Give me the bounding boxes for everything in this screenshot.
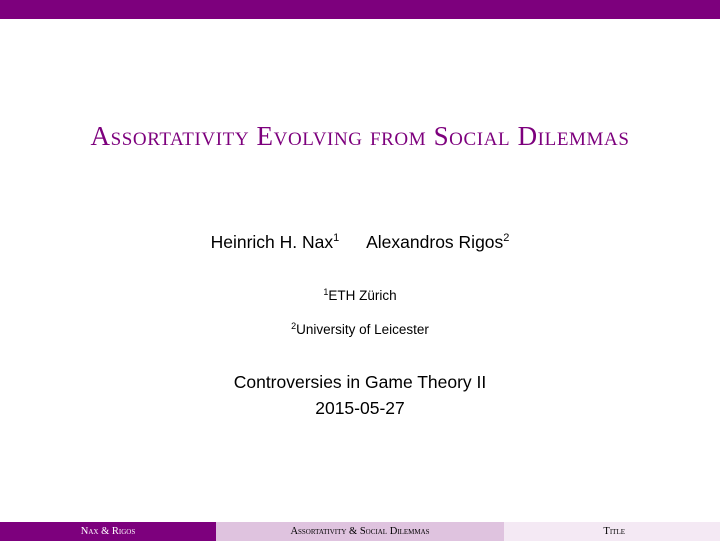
slide-title: Assortativity Evolving from Social Dilemmas <box>90 121 630 151</box>
affiliation-name: University of Leicester <box>296 322 429 337</box>
affiliation-name: ETH Zürich <box>328 288 397 303</box>
footer-section: Title <box>504 522 720 541</box>
event-date: 2015-05-27 <box>315 398 405 418</box>
footer-short-title: Assortativity & Social Dilemmas <box>216 522 504 541</box>
author-nax <box>211 232 340 252</box>
author-name: Heinrich H. Nax <box>210 232 334 252</box>
affiliation-eth <box>0 286 720 306</box>
author-affiliation-mark: 2 <box>503 232 510 244</box>
author-list <box>0 228 720 256</box>
author-name: Alexandros Rigos <box>366 232 504 252</box>
event-name: Controversies in Game Theory II <box>233 372 487 392</box>
footer-bar <box>0 522 720 541</box>
author-rigos <box>366 232 509 252</box>
author-affiliation-mark: 1 <box>333 232 340 244</box>
footer-authors: Nax & Rigos <box>0 522 216 541</box>
affiliation-leicester <box>0 320 720 340</box>
header-bar <box>0 0 720 19</box>
event-block <box>0 369 720 421</box>
affiliation-mark: 1 <box>323 287 329 297</box>
affiliation-mark: 2 <box>291 321 297 331</box>
